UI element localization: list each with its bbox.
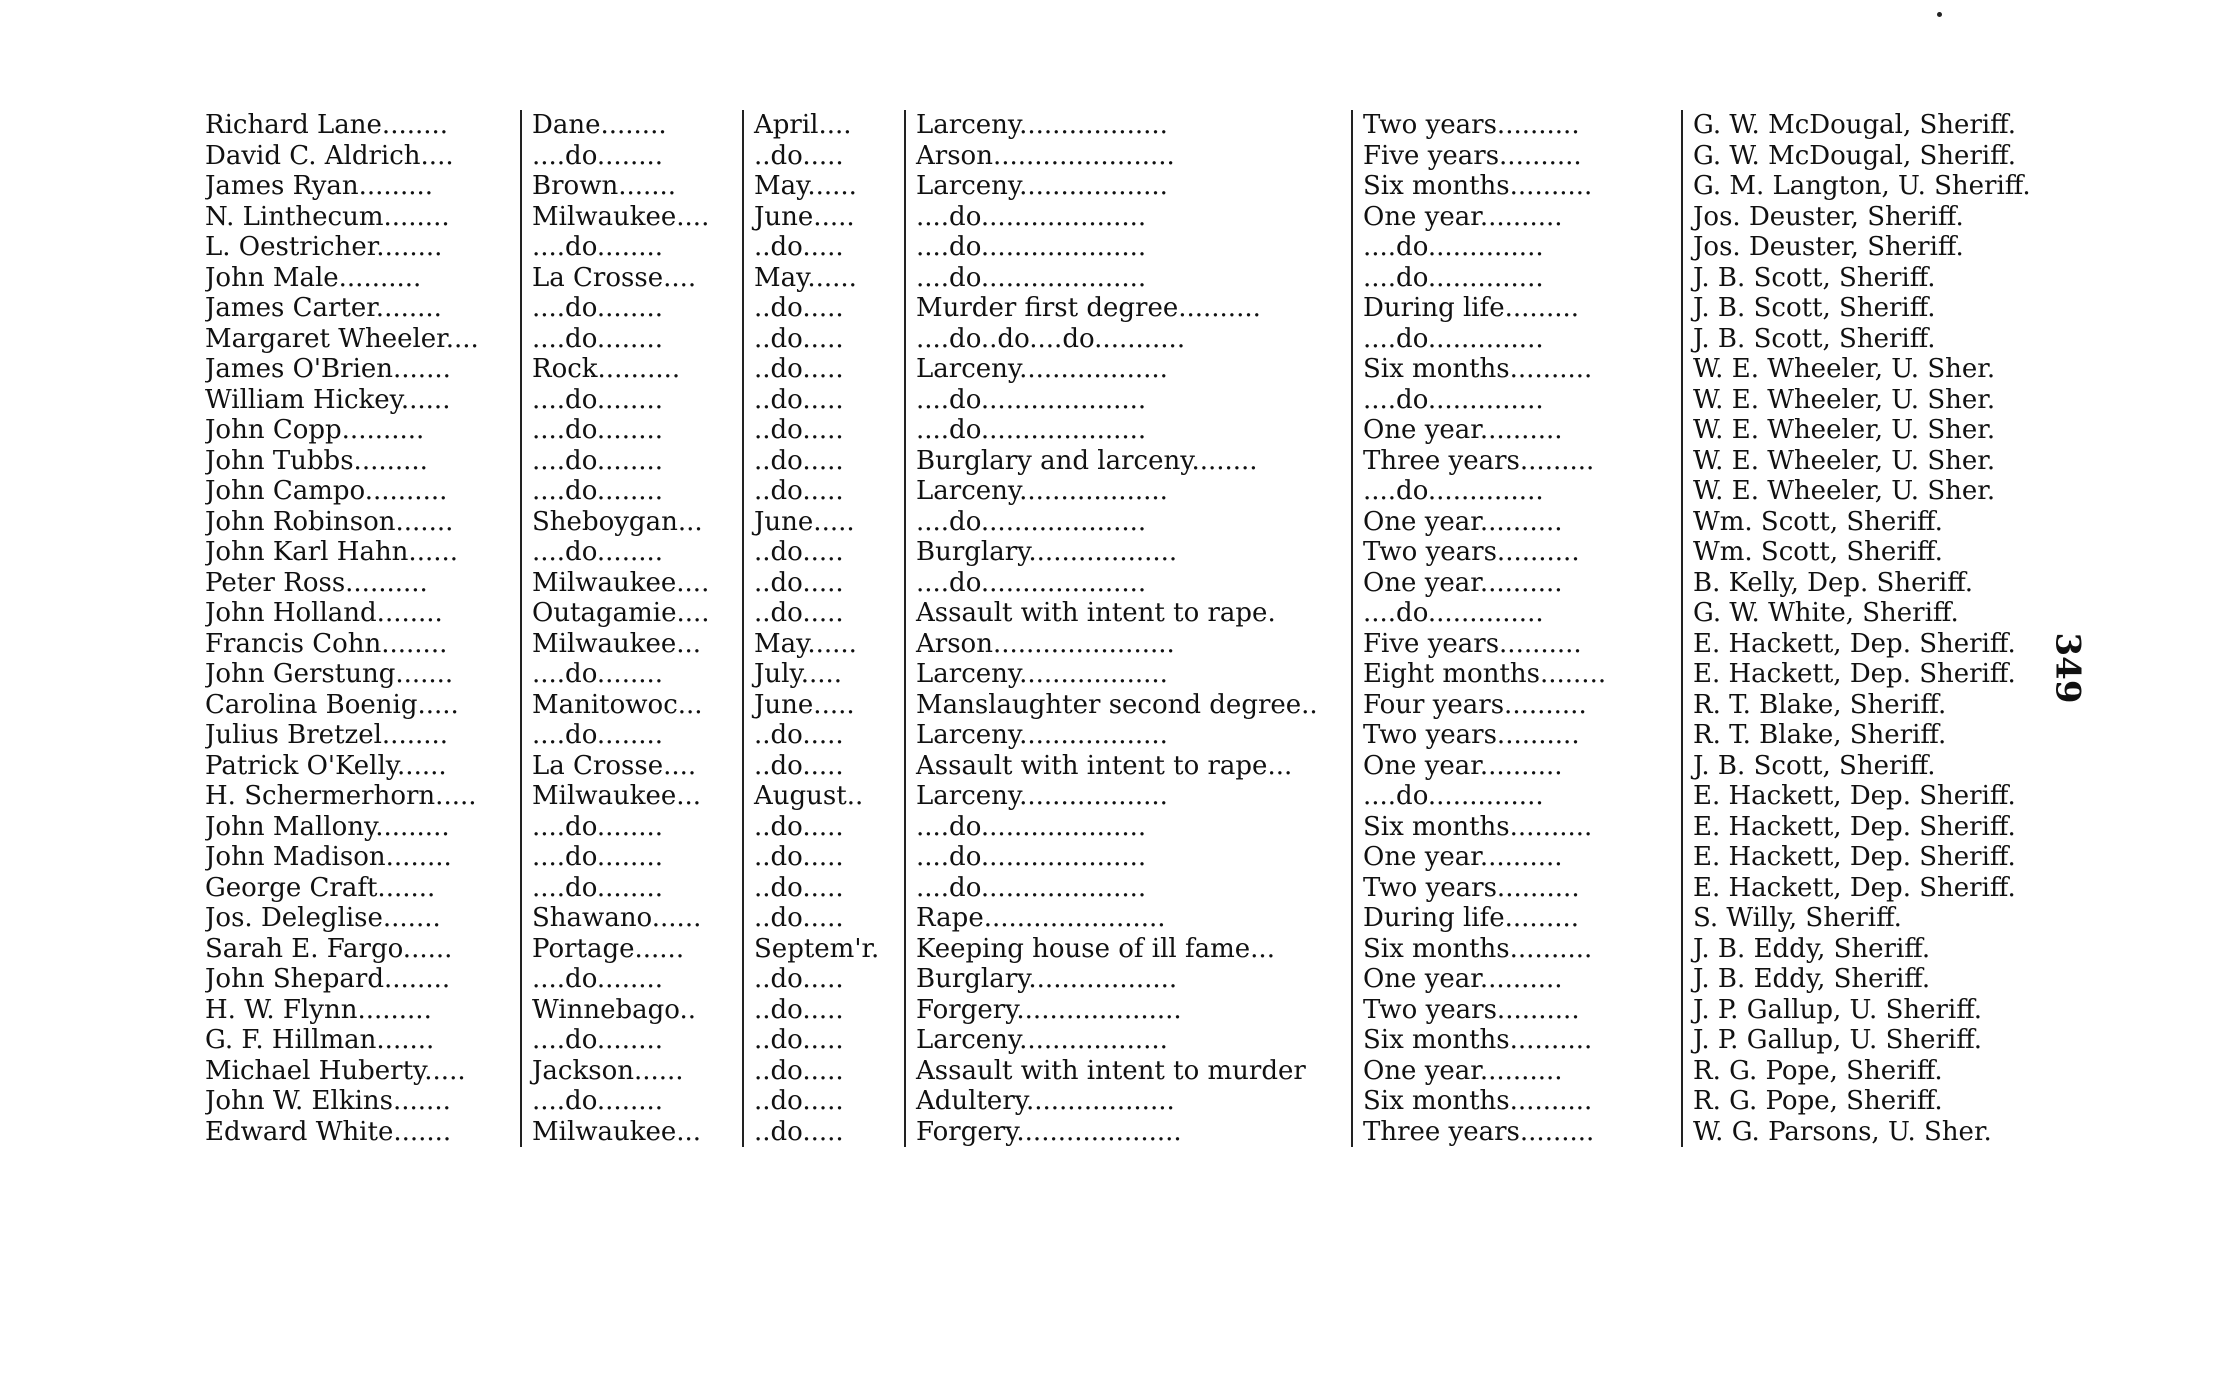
- offense-cell: Burglary..................: [905, 964, 1352, 995]
- sentence-cell: Six months..........: [1352, 934, 1682, 965]
- table-row: [205, 110, 2083, 141]
- month-cell: ..do.....: [743, 1025, 905, 1056]
- prisoner-name-cell: John W. Elkins.......: [205, 1086, 451, 1116]
- sentence-cell: Five years..........: [1352, 141, 1682, 172]
- sentence-cell: Three years.........: [1352, 1117, 1682, 1148]
- officer-cell: J. B. Eddy, Sheriff.: [1682, 934, 2083, 965]
- table-row: [205, 476, 2083, 507]
- month-cell: ..do.....: [743, 964, 905, 995]
- sentence-cell: One year..........: [1352, 842, 1682, 873]
- offense-cell: ....do....................: [905, 202, 1352, 233]
- officer-cell: Jos. Deuster, Sheriff.: [1682, 232, 2083, 263]
- month-cell: ..do.....: [743, 476, 905, 507]
- sentence-cell: One year..........: [1352, 202, 1682, 233]
- offense-cell: Assault with intent to rape.: [905, 598, 1352, 629]
- sentence-cell: Six months..........: [1352, 1025, 1682, 1056]
- month-cell: July.....: [743, 659, 905, 690]
- offense-cell: Arson......................: [905, 141, 1352, 172]
- month-cell: August..: [743, 781, 905, 812]
- prisoner-name-cell: John Robinson.......: [205, 506, 454, 537]
- prisoner-name-cell: Margaret Wheeler....: [205, 323, 479, 354]
- offense-cell: Arson......................: [905, 629, 1352, 660]
- officer-cell: R. G. Pope, Sheriff.: [1682, 1086, 2083, 1117]
- table-row: [205, 232, 2083, 263]
- county-cell: Dane........: [521, 110, 743, 141]
- prisoner-name-cell: James Ryan.........: [205, 171, 434, 201]
- offense-cell: Rape......................: [905, 903, 1352, 934]
- prisoner-name-cell: Sarah E. Fargo......: [205, 933, 453, 964]
- month-cell: ..do.....: [743, 903, 905, 934]
- prisoner-name-cell: John Campo..........: [205, 476, 448, 506]
- officer-cell: W. G. Parsons, U. Sher.: [1682, 1117, 2083, 1148]
- officer-cell: W. E. Wheeler, U. Sher.: [1682, 354, 2083, 385]
- county-cell: ....do........: [521, 324, 743, 355]
- offense-cell: Larceny..................: [905, 720, 1352, 751]
- month-cell: Septem'r.: [743, 934, 905, 965]
- officer-cell: E. Hackett, Dep. Sheriff.: [1682, 781, 2083, 812]
- offense-cell: ....do....................: [905, 812, 1352, 843]
- sentence-cell: Two years..........: [1352, 995, 1682, 1026]
- officer-cell: W. E. Wheeler, U. Sher.: [1682, 385, 2083, 416]
- table-row: [205, 537, 2083, 568]
- county-cell: Rock..........: [521, 354, 743, 385]
- sentence-cell: ....do..............: [1352, 263, 1682, 294]
- county-cell: Shawano......: [521, 903, 743, 934]
- offense-cell: Assault with intent to murder: [905, 1056, 1352, 1087]
- county-cell: Outagamie....: [521, 598, 743, 629]
- officer-cell: E. Hackett, Dep. Sheriff.: [1682, 629, 2083, 660]
- sentence-cell: ....do..............: [1352, 324, 1682, 355]
- county-cell: ....do........: [521, 232, 743, 263]
- county-cell: ....do........: [521, 964, 743, 995]
- officer-cell: S. Willy, Sheriff.: [1682, 903, 2083, 934]
- officer-cell: E. Hackett, Dep. Sheriff.: [1682, 812, 2083, 843]
- offense-cell: Forgery....................: [905, 995, 1352, 1026]
- offense-cell: Larceny..................: [905, 110, 1352, 141]
- county-cell: Milwaukee...: [521, 1117, 743, 1148]
- sentence-cell: Five years..........: [1352, 629, 1682, 660]
- sentence-cell: Eight months........: [1352, 659, 1682, 690]
- sentence-cell: Four years..........: [1352, 690, 1682, 721]
- table-row: [205, 1056, 2083, 1087]
- officer-cell: J. P. Gallup, U. Sheriff.: [1682, 1025, 2083, 1056]
- offense-cell: Adultery..................: [905, 1086, 1352, 1117]
- table-row: [205, 1117, 2083, 1148]
- offense-cell: ....do....................: [905, 385, 1352, 416]
- prisoner-name-cell: N. Linthecum........: [205, 201, 450, 232]
- month-cell: ..do.....: [743, 385, 905, 416]
- month-cell: ..do.....: [743, 1056, 905, 1087]
- sentence-cell: Three years.........: [1352, 446, 1682, 477]
- month-cell: May......: [743, 263, 905, 294]
- officer-cell: E. Hackett, Dep. Sheriff.: [1682, 873, 2083, 904]
- register-table: [205, 110, 2083, 1147]
- sentence-cell: Two years..........: [1352, 110, 1682, 141]
- officer-cell: J. B. Scott, Sheriff.: [1682, 263, 2083, 294]
- offense-cell: Assault with intent to rape...: [905, 751, 1352, 782]
- prisoner-name-cell: Jos. Deleglise.......: [205, 903, 441, 933]
- prisoner-name-cell: G. F. Hillman.......: [205, 1025, 435, 1055]
- table-row: [205, 568, 2083, 599]
- page-number: 349: [2047, 632, 2088, 704]
- table-row: [205, 354, 2083, 385]
- sentence-cell: ....do..............: [1352, 385, 1682, 416]
- sentence-cell: ....do..............: [1352, 598, 1682, 629]
- table-row: [205, 1086, 2083, 1117]
- table-row: [205, 202, 2083, 233]
- table-row: [205, 751, 2083, 782]
- prisoner-name-cell: John Madison........: [205, 842, 452, 872]
- month-cell: June.....: [743, 202, 905, 233]
- offense-cell: ....do....................: [905, 415, 1352, 446]
- sentence-cell: Six months..........: [1352, 354, 1682, 385]
- prisoner-name-cell: John Mallony.........: [205, 811, 450, 842]
- table-row: [205, 720, 2083, 751]
- county-cell: ....do........: [521, 842, 743, 873]
- officer-cell: W. E. Wheeler, U. Sher.: [1682, 446, 2083, 477]
- officer-cell: G. W. McDougal, Sheriff.: [1682, 141, 2083, 172]
- month-cell: ..do.....: [743, 1086, 905, 1117]
- table-row: [205, 415, 2083, 446]
- table-row: [205, 507, 2083, 538]
- table-row: [205, 842, 2083, 873]
- officer-cell: J. B. Eddy, Sheriff.: [1682, 964, 2083, 995]
- sentence-cell: One year..........: [1352, 964, 1682, 995]
- offense-cell: ....do....................: [905, 568, 1352, 599]
- officer-cell: Wm. Scott, Sheriff.: [1682, 507, 2083, 538]
- table-row: [205, 324, 2083, 355]
- officer-cell: G. W. McDougal, Sheriff.: [1682, 110, 2083, 141]
- sentence-cell: During life.........: [1352, 293, 1682, 324]
- offense-cell: Larceny..................: [905, 659, 1352, 690]
- table-row: [205, 781, 2083, 812]
- county-cell: ....do........: [521, 293, 743, 324]
- sentence-cell: During life.........: [1352, 903, 1682, 934]
- month-cell: ..do.....: [743, 995, 905, 1026]
- prisoner-name-cell: Julius Bretzel........: [205, 720, 449, 750]
- prisoner-name-cell: H. Schermerhorn.....: [205, 781, 477, 811]
- table-row: [205, 873, 2083, 904]
- month-cell: June.....: [743, 507, 905, 538]
- county-cell: Winnebago..: [521, 995, 743, 1026]
- month-cell: ..do.....: [743, 1117, 905, 1148]
- month-cell: ..do.....: [743, 720, 905, 751]
- table-row: [205, 934, 2083, 965]
- prisoner-name-cell: H. W. Flynn.........: [205, 994, 432, 1025]
- offense-cell: ....do....................: [905, 263, 1352, 294]
- prisoner-name-cell: John Tubbs.........: [205, 445, 428, 476]
- month-cell: April....: [743, 110, 905, 141]
- sentence-cell: One year..........: [1352, 568, 1682, 599]
- table-row: [205, 141, 2083, 172]
- month-cell: ..do.....: [743, 873, 905, 904]
- officer-cell: Jos. Deuster, Sheriff.: [1682, 202, 2083, 233]
- officer-cell: W. E. Wheeler, U. Sher.: [1682, 476, 2083, 507]
- prisoner-name-cell: John Copp..........: [205, 415, 425, 445]
- county-cell: Brown.......: [521, 171, 743, 202]
- table-row: [205, 903, 2083, 934]
- prisoner-name-cell: Patrick O'Kelly......: [205, 750, 447, 781]
- officer-cell: B. Kelly, Dep. Sheriff.: [1682, 568, 2083, 599]
- month-cell: ..do.....: [743, 446, 905, 477]
- offense-cell: Larceny..................: [905, 171, 1352, 202]
- table-row: [205, 964, 2083, 995]
- sentence-cell: Six months..........: [1352, 812, 1682, 843]
- county-cell: ....do........: [521, 1086, 743, 1117]
- county-cell: ....do........: [521, 385, 743, 416]
- prisoner-name-cell: George Craft.......: [205, 872, 436, 903]
- month-cell: May......: [743, 171, 905, 202]
- table-row: [205, 629, 2083, 660]
- county-cell: Manitowoc...: [521, 690, 743, 721]
- officer-cell: G. W. White, Sheriff.: [1682, 598, 2083, 629]
- county-cell: ....do........: [521, 446, 743, 477]
- table-row: [205, 171, 2083, 202]
- month-cell: ..do.....: [743, 842, 905, 873]
- sentence-cell: Two years..........: [1352, 873, 1682, 904]
- sentence-cell: ....do..............: [1352, 781, 1682, 812]
- county-cell: ....do........: [521, 873, 743, 904]
- officer-cell: J. B. Scott, Sheriff.: [1682, 751, 2083, 782]
- prisoner-name-cell: James Carter........: [205, 293, 442, 323]
- county-cell: Milwaukee...: [521, 781, 743, 812]
- prisoner-name-cell: Francis Cohn........: [205, 628, 448, 659]
- sentence-cell: One year..........: [1352, 507, 1682, 538]
- offense-cell: ....do....................: [905, 873, 1352, 904]
- offense-cell: Murder first degree..........: [905, 293, 1352, 324]
- month-cell: ..do.....: [743, 568, 905, 599]
- month-cell: ..do.....: [743, 141, 905, 172]
- county-cell: ....do........: [521, 659, 743, 690]
- officer-cell: R. T. Blake, Sheriff.: [1682, 720, 2083, 751]
- county-cell: ....do........: [521, 720, 743, 751]
- offense-cell: ....do....................: [905, 232, 1352, 263]
- officer-cell: Wm. Scott, Sheriff.: [1682, 537, 2083, 568]
- prisoner-name-cell: Richard Lane........: [205, 110, 449, 140]
- sentence-cell: ....do..............: [1352, 232, 1682, 263]
- sentence-cell: ....do..............: [1352, 476, 1682, 507]
- county-cell: ....do........: [521, 812, 743, 843]
- month-cell: ..do.....: [743, 354, 905, 385]
- prisoner-name-cell: Carolina Boenig.....: [205, 689, 459, 720]
- offense-cell: Burglary and larceny........: [905, 446, 1352, 477]
- table-row: [205, 995, 2083, 1026]
- sentence-cell: Two years..........: [1352, 720, 1682, 751]
- county-cell: La Crosse....: [521, 263, 743, 294]
- county-cell: Milwaukee....: [521, 202, 743, 233]
- month-cell: June.....: [743, 690, 905, 721]
- sentence-cell: Two years..........: [1352, 537, 1682, 568]
- register-body: [205, 110, 2083, 1147]
- officer-cell: G. M. Langton, U. Sheriff.: [1682, 171, 2083, 202]
- month-cell: ..do.....: [743, 324, 905, 355]
- prisoner-name-cell: John Shepard........: [205, 964, 451, 994]
- prisoner-name-cell: David C. Aldrich....: [205, 140, 454, 171]
- month-cell: ..do.....: [743, 598, 905, 629]
- month-cell: May......: [743, 629, 905, 660]
- offense-cell: ....do..do....do...........: [905, 324, 1352, 355]
- month-cell: ..do.....: [743, 232, 905, 263]
- officer-cell: J. B. Scott, Sheriff.: [1682, 324, 2083, 355]
- county-cell: ....do........: [521, 476, 743, 507]
- sentence-cell: One year..........: [1352, 751, 1682, 782]
- officer-cell: R. G. Pope, Sheriff.: [1682, 1056, 2083, 1087]
- table-row: [205, 446, 2083, 477]
- county-cell: ....do........: [521, 1025, 743, 1056]
- officer-cell: E. Hackett, Dep. Sheriff.: [1682, 659, 2083, 690]
- month-cell: ..do.....: [743, 812, 905, 843]
- sentence-cell: One year..........: [1352, 1056, 1682, 1087]
- prisoner-name-cell: William Hickey......: [205, 384, 451, 415]
- table-row: [205, 263, 2083, 294]
- offense-cell: Larceny..................: [905, 354, 1352, 385]
- table-row: [205, 598, 2083, 629]
- county-cell: Jackson......: [521, 1056, 743, 1087]
- sentence-cell: One year..........: [1352, 415, 1682, 446]
- month-cell: ..do.....: [743, 751, 905, 782]
- officer-cell: E. Hackett, Dep. Sheriff.: [1682, 842, 2083, 873]
- county-cell: Milwaukee...: [521, 629, 743, 660]
- sentence-cell: Six months..........: [1352, 1086, 1682, 1117]
- sentence-cell: Six months..........: [1352, 171, 1682, 202]
- table-row: [205, 659, 2083, 690]
- prisoner-name-cell: John Karl Hahn......: [205, 537, 459, 567]
- officer-cell: J. P. Gallup, U. Sheriff.: [1682, 995, 2083, 1026]
- prisoner-name-cell: Michael Huberty.....: [205, 1055, 466, 1086]
- county-cell: Sheboygan...: [521, 507, 743, 538]
- table-row: [205, 385, 2083, 416]
- county-cell: Portage......: [521, 934, 743, 965]
- table-row: [205, 293, 2083, 324]
- prisoner-name-cell: John Male..........: [205, 262, 422, 293]
- offense-cell: Larceny..................: [905, 781, 1352, 812]
- offense-cell: ....do....................: [905, 507, 1352, 538]
- table-row: [205, 812, 2083, 843]
- county-cell: Milwaukee....: [521, 568, 743, 599]
- prisoner-name-cell: Edward White.......: [205, 1116, 452, 1147]
- prisoner-name-cell: James O'Brien.......: [205, 354, 451, 384]
- print-speck: [1937, 12, 1942, 17]
- offense-cell: Larceny..................: [905, 1025, 1352, 1056]
- offense-cell: Forgery....................: [905, 1117, 1352, 1148]
- offense-cell: Manslaughter second degree..: [905, 690, 1352, 721]
- prisoner-name-cell: John Holland........: [205, 598, 443, 628]
- county-cell: ....do........: [521, 141, 743, 172]
- table-row: [205, 1025, 2083, 1056]
- county-cell: La Crosse....: [521, 751, 743, 782]
- month-cell: ..do.....: [743, 293, 905, 324]
- county-cell: ....do........: [521, 537, 743, 568]
- offense-cell: ....do....................: [905, 842, 1352, 873]
- offense-cell: Burglary..................: [905, 537, 1352, 568]
- prisoner-name-cell: Peter Ross..........: [205, 567, 428, 598]
- county-cell: ....do........: [521, 415, 743, 446]
- offense-cell: Larceny..................: [905, 476, 1352, 507]
- officer-cell: W. E. Wheeler, U. Sher.: [1682, 415, 2083, 446]
- month-cell: ..do.....: [743, 537, 905, 568]
- offense-cell: Keeping house of ill fame...: [905, 934, 1352, 965]
- officer-cell: R. T. Blake, Sheriff.: [1682, 690, 2083, 721]
- officer-cell: J. B. Scott, Sheriff.: [1682, 293, 2083, 324]
- table-row: [205, 690, 2083, 721]
- prisoner-name-cell: L. Oestricher........: [205, 232, 443, 262]
- month-cell: ..do.....: [743, 415, 905, 446]
- prisoner-name-cell: John Gerstung.......: [205, 659, 454, 689]
